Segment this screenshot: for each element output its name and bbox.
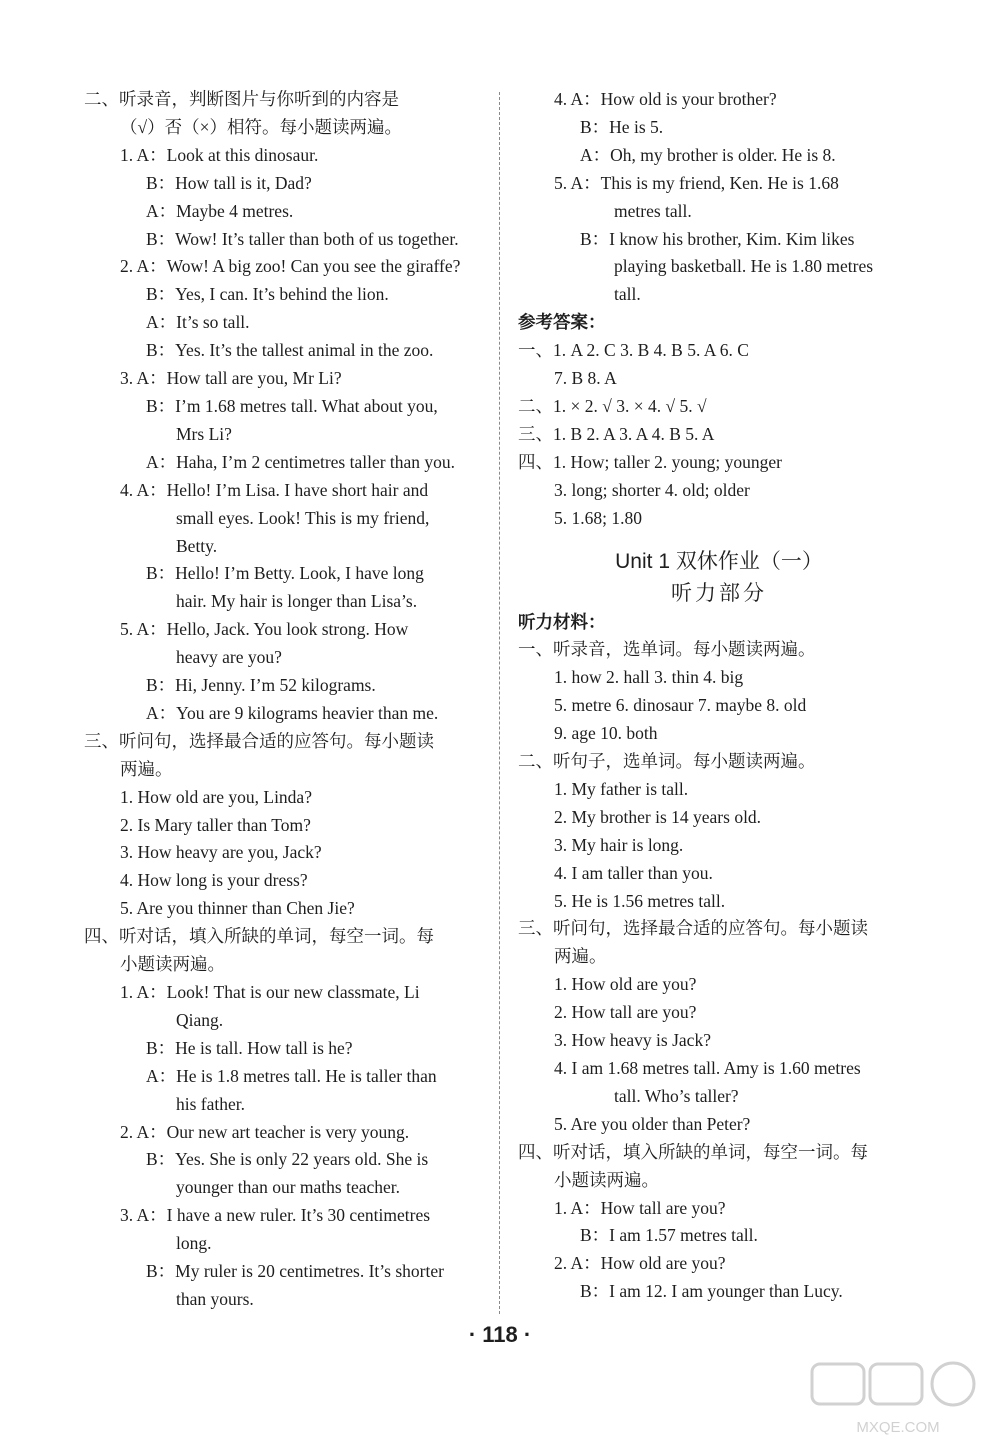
left-text-line: 4. How long is your dress? — [120, 870, 308, 891]
answer-line: 二、1. × 2. √ 3. × 4. √ 5. √ — [518, 395, 707, 416]
left-text-line: B：Hi, Jenny. I’m 52 kilograms. — [146, 675, 376, 696]
material-line: 1. how 2. hall 3. thin 4. big — [554, 667, 744, 688]
material-line: 四、听对话，填入所缺的单词，每空一词。每 — [518, 1141, 868, 1162]
left-text-line: than yours. — [176, 1288, 254, 1309]
dialogue-line: playing basketball. He is 1.80 metres — [614, 256, 874, 277]
left-text-line: A：You are 9 kilograms heavier than me. — [146, 702, 439, 723]
left-text-line: 小题读两遍。 — [120, 954, 225, 975]
left-text-line: 二、听录音，判断图片与你听到的内容是 — [84, 89, 399, 109]
material-line: 三、听问句，选择最合适的应答句。每小题读 — [518, 918, 868, 939]
left-text-line: B：Hello! I’m Betty. Look, I have long — [146, 563, 424, 584]
unit-title: Unit 1 双休作业（一） — [615, 549, 823, 573]
left-text-line: Betty. — [176, 535, 218, 556]
left-text-line: heavy are you? — [176, 647, 282, 668]
material-line: 两遍。 — [554, 946, 607, 967]
material-line: 2. A：How old are you? — [554, 1253, 726, 1274]
dialogue-line: 4. A：How old is your brother? — [554, 89, 777, 109]
dialogue-line: 5. A：This is my friend, Ken. He is 1.68 — [554, 172, 839, 193]
material-line: 一、听录音，选单词。每小题读两遍。 — [518, 639, 816, 660]
left-text-line: 两遍。 — [120, 758, 173, 779]
left-text-line: B：I’m 1.68 metres tall. What about you, — [146, 395, 438, 416]
unit-subtitle: 听力部分 — [671, 580, 767, 605]
left-text-line: Mrs Li? — [176, 423, 232, 444]
left-text-line: （√）否（×）相符。每小题读两遍。 — [120, 116, 402, 137]
answer-line: 一、1. A 2. C 3. B 4. B 5. A 6. C — [518, 340, 749, 361]
left-text-line: 2. Is Mary taller than Tom? — [120, 814, 311, 835]
answer-line: 3. long; shorter 4. old; older — [554, 479, 750, 500]
material-line: 1. A：How tall are you? — [554, 1197, 726, 1218]
left-text-line: 3. A：I have a new ruler. It’s 30 centimetres — [120, 1205, 431, 1226]
left-text-line: 2. A：Wow! A big zoo! Can you see the giraffe? — [120, 256, 461, 277]
left-text-line: hair. My hair is longer than Lisa’s. — [176, 591, 418, 612]
left-text-line: 5. Are you thinner than Chen Jie? — [120, 898, 355, 919]
material-line: 5. Are you older than Peter? — [554, 1113, 751, 1134]
left-text-line: A：Maybe 4 metres. — [146, 200, 294, 221]
left-text-line: long. — [176, 1233, 212, 1254]
material-line: 5. metre 6. dinosaur 7. maybe 8. old — [554, 695, 807, 716]
materials-heading: 听力材料： — [518, 611, 606, 632]
answers-heading: 参考答案： — [518, 312, 606, 333]
left-text-line: 三、听问句，选择最合适的应答句。每小题读 — [84, 730, 434, 751]
left-column — [84, 86, 496, 1314]
left-text-line: B：Wow! It’s taller than both of us together. — [146, 228, 459, 249]
material-line: B：I am 1.57 metres tall. — [580, 1225, 758, 1246]
dialogue-line: A：Oh, my brother is older. He is 8. — [580, 144, 836, 165]
material-line: 小题读两遍。 — [554, 1169, 659, 1190]
material-line: 3. My hair is long. — [554, 834, 684, 855]
material-line: 2. My brother is 14 years old. — [554, 806, 762, 827]
material-line: 4. I am taller than you. — [554, 862, 713, 883]
answer-line: 5. 1.68; 1.80 — [554, 507, 642, 528]
left-text-line: 1. A：Look at this dinosaur. — [120, 144, 319, 165]
left-text-line: B：My ruler is 20 centimetres. It’s shorter — [146, 1261, 444, 1282]
left-text-line: 4. A：Hello! I’m Lisa. I have short hair and — [120, 479, 429, 500]
answer-line: 四、1. How; taller 2. young; younger — [518, 451, 782, 472]
watermark-url: MXQE.COM — [856, 1419, 940, 1436]
material-line: 4. I am 1.68 metres tall. Amy is 1.60 metres — [554, 1058, 861, 1078]
material-line: 2. How tall are you? — [554, 1002, 697, 1023]
material-line: 9. age 10. both — [554, 723, 658, 744]
dialogue-line: metres tall. — [614, 200, 692, 221]
left-text-line: 5. A：Hello, Jack. You look strong. How — [120, 619, 409, 640]
watermark-logo — [808, 1360, 988, 1440]
left-text-line: Qiang. — [176, 1009, 224, 1030]
right-column — [518, 86, 920, 1306]
left-text-line: 2. A：Our new art teacher is very young. — [120, 1121, 410, 1142]
answer-line: 三、1. B 2. A 3. A 4. B 5. A — [518, 423, 715, 444]
left-text-line: 1. A：Look! That is our new classmate, Li — [120, 982, 420, 1002]
left-text-line: B：How tall is it, Dad? — [146, 172, 312, 193]
material-line: 5. He is 1.56 metres tall. — [554, 890, 726, 911]
column-divider — [499, 92, 500, 1314]
left-text-line: 1. How old are you, Linda? — [120, 786, 312, 807]
left-text-line: B：Yes. She is only 22 years old. She is — [146, 1149, 429, 1170]
left-text-line: his father. — [176, 1093, 246, 1114]
page-number: · 118 · — [468, 1322, 532, 1347]
left-text-line: 四、听对话，填入所缺的单词，每空一词。每 — [84, 926, 434, 947]
left-text-line: 3. How heavy are you, Jack? — [120, 842, 322, 863]
left-text-line: A：It’s so tall. — [146, 312, 250, 333]
material-line: 二、听句子，选单词。每小题读两遍。 — [518, 751, 816, 772]
left-text-line: younger than our maths teacher. — [176, 1177, 401, 1198]
material-line: 1. My father is tall. — [554, 778, 689, 799]
dialogue-line: tall. — [614, 284, 641, 305]
dialogue-line: B：He is 5. — [580, 116, 664, 137]
answer-list — [518, 337, 920, 532]
answer-line: 7. B 8. A — [554, 368, 617, 389]
left-text-line: B：Yes. It’s the tallest animal in the zoo. — [146, 340, 434, 361]
listening-dialogues-continued — [518, 86, 920, 309]
left-text-line: B：Yes, I can. It’s behind the lion. — [146, 284, 389, 305]
left-text-line: B：He is tall. How tall is he? — [146, 1037, 353, 1058]
listening-materials — [518, 636, 920, 1306]
left-text-line: small eyes. Look! This is my friend, — [176, 507, 430, 528]
material-line: 1. How old are you? — [554, 974, 697, 995]
material-line: tall. Who’s taller? — [614, 1085, 739, 1106]
material-line: 3. How heavy is Jack? — [554, 1030, 711, 1051]
dialogue-line: B：I know his brother, Kim. Kim likes — [580, 228, 855, 249]
left-text-line: A：He is 1.8 metres tall. He is taller than — [146, 1065, 437, 1086]
material-line: B：I am 12. I am younger than Lucy. — [580, 1281, 843, 1302]
left-text-line: 3. A：How tall are you, Mr Li? — [120, 368, 342, 389]
left-text-line: A：Haha, I’m 2 centimetres taller than you. — [146, 451, 456, 472]
